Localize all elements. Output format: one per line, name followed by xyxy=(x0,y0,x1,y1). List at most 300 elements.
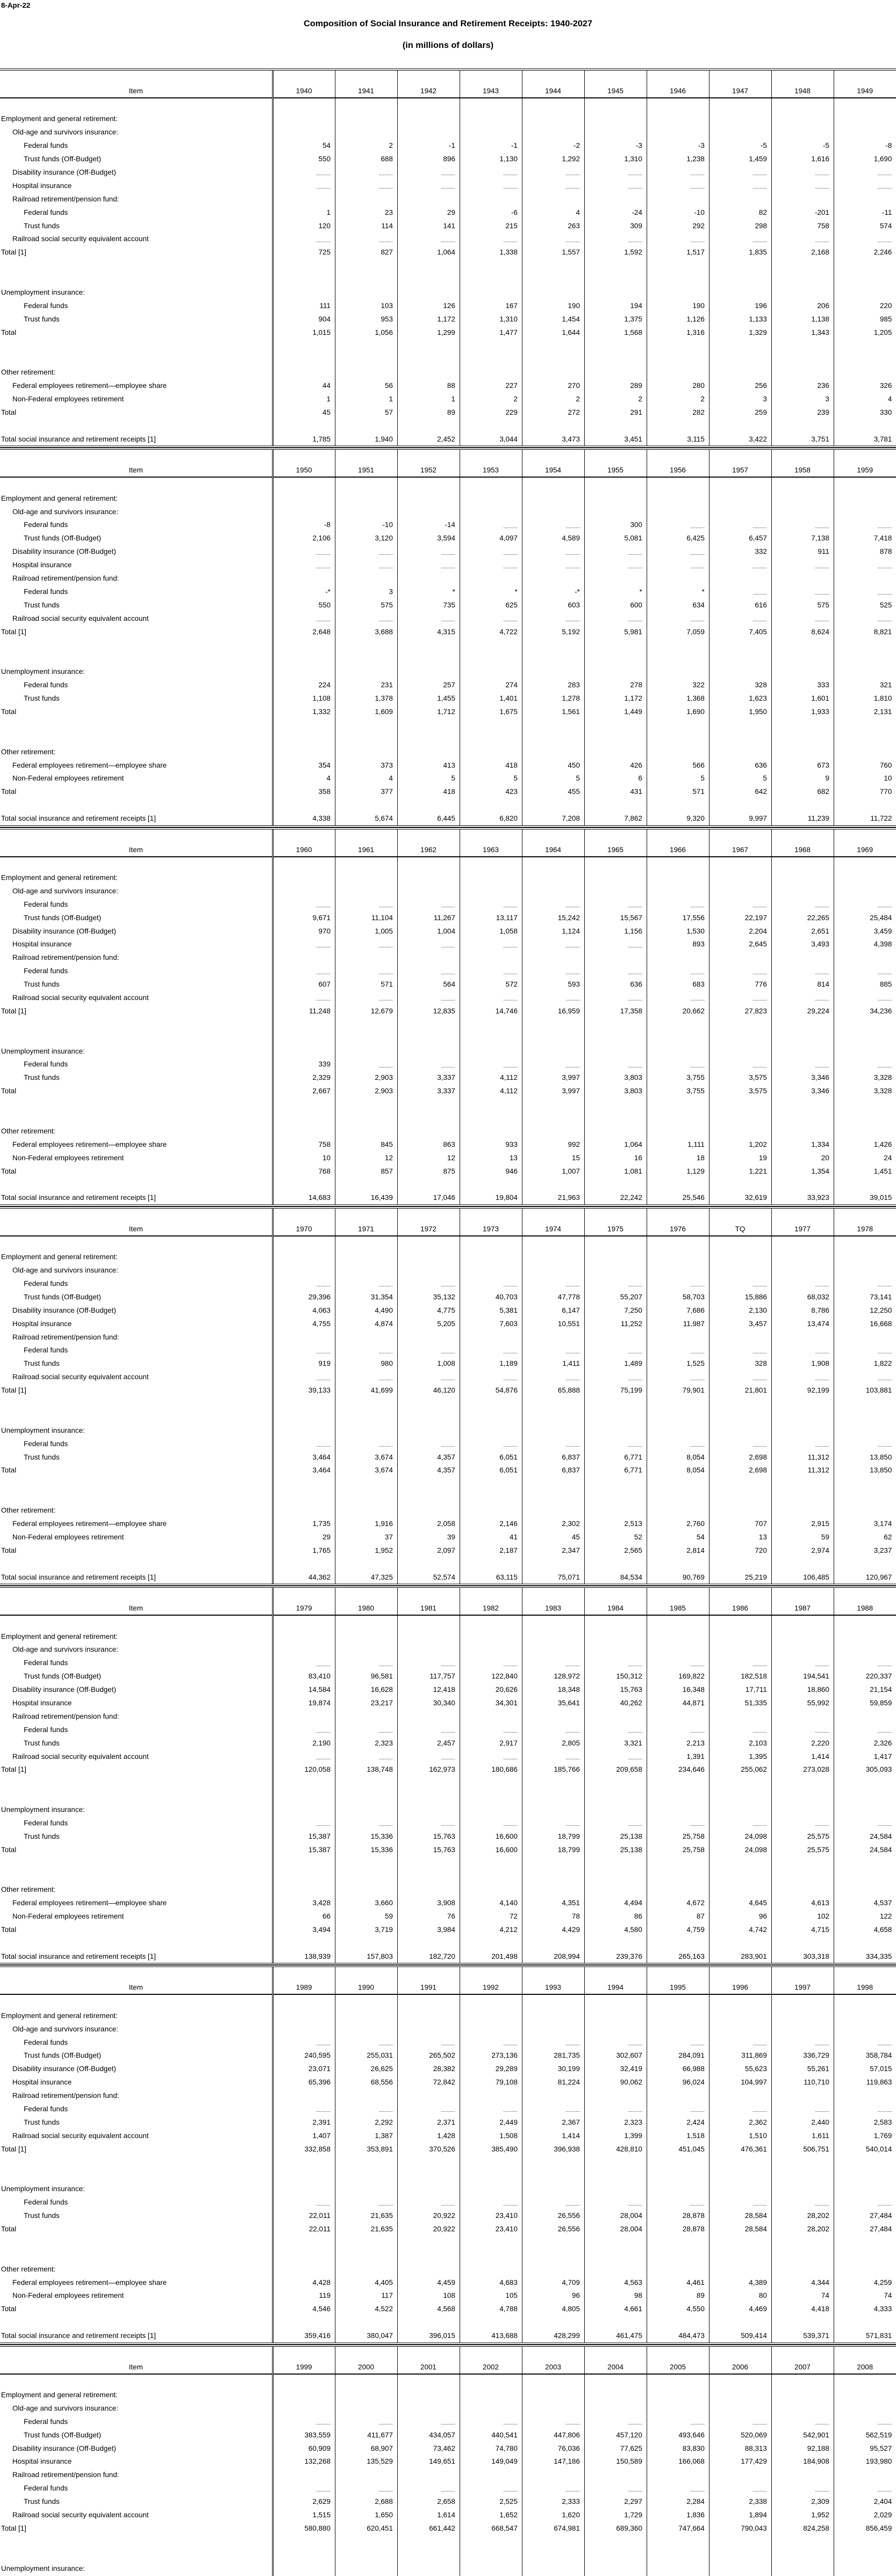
value-cell: .......... xyxy=(834,2415,896,2428)
empty-cell xyxy=(771,339,834,352)
spacer-cell xyxy=(709,857,771,871)
section-row xyxy=(0,572,896,585)
value-cell: 6,771 xyxy=(584,1464,647,1477)
value-cell: 2,424 xyxy=(647,2115,709,2129)
empty-cell xyxy=(397,1937,460,1950)
value-cell: 7,138 xyxy=(771,532,834,545)
value-cell: .......... xyxy=(584,2036,647,2049)
value-cell: 674,981 xyxy=(522,2522,584,2535)
value-cell: 5 xyxy=(460,772,522,785)
value-cell: 1,652 xyxy=(460,2509,522,2522)
value-cell: 4,418 xyxy=(771,2302,834,2316)
empty-cell xyxy=(273,2401,335,2415)
empty-cell xyxy=(771,1709,834,1723)
empty-cell xyxy=(335,1330,397,1344)
section-row xyxy=(0,366,896,379)
row-label xyxy=(0,259,273,273)
value-cell: 105 xyxy=(460,2289,522,2302)
value-cell: 735 xyxy=(397,598,460,612)
value-cell: 1,568 xyxy=(584,326,647,339)
value-cell: 1,064 xyxy=(584,1138,647,1151)
value-cell: .......... xyxy=(522,612,584,625)
empty-cell xyxy=(771,1031,834,1044)
value-cell: .......... xyxy=(771,1058,834,1071)
value-cell: 29 xyxy=(397,206,460,219)
value-cell: 2,329 xyxy=(273,1071,335,1084)
value-cell: 11,267 xyxy=(397,911,460,924)
value-cell: 3,719 xyxy=(335,1923,397,1937)
value-cell: 2,457 xyxy=(397,1736,460,1750)
empty-cell xyxy=(771,1504,834,1517)
value-cell: .......... xyxy=(834,518,896,532)
value-cell: 55,623 xyxy=(709,2062,771,2076)
value-cell: 122,840 xyxy=(460,1670,522,1683)
empty-cell xyxy=(460,1709,522,1723)
value-cell: .......... xyxy=(273,938,335,951)
empty-cell xyxy=(834,2022,896,2036)
empty-cell xyxy=(397,1031,460,1044)
section-row xyxy=(0,1423,896,1437)
empty-cell xyxy=(834,1709,896,1723)
empty-cell xyxy=(522,339,584,352)
value-cell: 1,411 xyxy=(522,1357,584,1370)
empty-cell xyxy=(460,2235,522,2249)
row-label: Employment and general retirement: xyxy=(0,1630,273,1643)
empty-cell xyxy=(460,2182,522,2196)
row-label: Old-age and survivors insurance: xyxy=(0,1264,273,1277)
value-cell: .......... xyxy=(273,897,335,911)
value-cell: .......... xyxy=(460,2103,522,2116)
value-cell: 103,881 xyxy=(834,1384,896,1397)
value-cell: 76 xyxy=(397,1910,460,1923)
value-cell: 359,416 xyxy=(273,2329,335,2344)
value-cell: .......... xyxy=(397,232,460,246)
empty-cell xyxy=(709,1410,771,1423)
value-cell: 28,004 xyxy=(584,2209,647,2223)
table-row xyxy=(0,1164,896,1178)
section-row xyxy=(0,871,896,885)
empty-cell xyxy=(335,1018,397,1031)
value-cell: 4,550 xyxy=(647,2302,709,2316)
value-cell: 298 xyxy=(709,219,771,232)
value-cell: 725 xyxy=(273,246,335,259)
value-cell: 2,168 xyxy=(771,246,834,259)
value-cell: 92,199 xyxy=(771,1384,834,1397)
value-cell: 824,258 xyxy=(771,2522,834,2535)
year-column-header: 1969 xyxy=(834,828,896,857)
value-cell: 580,880 xyxy=(273,2522,335,2535)
empty-cell xyxy=(460,259,522,273)
value-cell: 1,428 xyxy=(397,2129,460,2142)
value-cell: 22,265 xyxy=(771,911,834,924)
value-cell: .......... xyxy=(273,232,335,246)
year-column-header: 1950 xyxy=(273,449,335,477)
table-row xyxy=(0,1683,896,1697)
spacer-row xyxy=(0,2374,896,2388)
value-cell: 40,262 xyxy=(584,1697,647,1710)
value-cell: .......... xyxy=(335,1437,397,1450)
empty-cell xyxy=(397,884,460,897)
value-cell: 3,688 xyxy=(335,625,397,638)
value-cell: 3,984 xyxy=(397,1923,460,1937)
empty-cell xyxy=(397,732,460,745)
empty-cell xyxy=(522,505,584,518)
value-cell: .......... xyxy=(522,232,584,246)
value-cell: 3,997 xyxy=(522,1084,584,1098)
empty-cell xyxy=(397,1124,460,1138)
value-cell: 46,120 xyxy=(397,1384,460,1397)
table-row xyxy=(0,2495,896,2509)
spacer-row xyxy=(0,477,896,492)
value-cell: 77,625 xyxy=(584,2442,647,2455)
empty-cell xyxy=(647,286,709,299)
table-row xyxy=(0,1191,896,1206)
row-label: Federal employees retirement—employee share xyxy=(0,1138,273,1151)
section-row xyxy=(0,1883,896,1896)
value-cell: 182,720 xyxy=(397,1950,460,1964)
value-cell: .......... xyxy=(335,1344,397,1357)
row-label: Total xyxy=(0,1544,273,1557)
spacer-cell xyxy=(0,857,273,871)
value-cell: .......... xyxy=(709,558,771,572)
value-cell: 272 xyxy=(522,406,584,419)
value-cell: .......... xyxy=(709,1656,771,1670)
year-column-header: 1955 xyxy=(584,449,647,477)
value-cell: .......... xyxy=(584,1344,647,1357)
value-cell: 1,310 xyxy=(584,152,647,166)
empty-cell xyxy=(397,665,460,679)
empty-cell xyxy=(647,259,709,273)
empty-cell xyxy=(397,1630,460,1643)
empty-cell xyxy=(709,352,771,366)
empty-cell xyxy=(273,1937,335,1950)
value-cell: 120,058 xyxy=(273,1763,335,1776)
value-cell: 3,908 xyxy=(397,1896,460,1910)
empty-cell xyxy=(460,1111,522,1125)
value-cell: .......... xyxy=(647,964,709,978)
empty-cell xyxy=(335,112,397,126)
year-column-header: 1977 xyxy=(771,1208,834,1236)
value-cell: .......... xyxy=(709,991,771,1005)
empty-cell xyxy=(647,2156,709,2169)
row-label: Trust funds xyxy=(0,312,273,326)
table-row xyxy=(0,1517,896,1531)
empty-cell xyxy=(335,1557,397,1570)
value-cell: 423 xyxy=(460,785,522,799)
empty-cell xyxy=(584,352,647,366)
row-label: Hospital insurance xyxy=(0,1697,273,1710)
value-cell: .......... xyxy=(273,2482,335,2495)
row-label: Railroad retirement/pension fund: xyxy=(0,2468,273,2482)
table-row xyxy=(0,206,896,219)
empty-cell xyxy=(335,352,397,366)
gap-row xyxy=(0,2548,896,2562)
table-row xyxy=(0,432,896,447)
empty-cell xyxy=(522,2022,584,2036)
empty-cell xyxy=(397,1490,460,1504)
value-cell: 25,575 xyxy=(771,1843,834,1856)
value-cell: 953 xyxy=(335,312,397,326)
gap-row xyxy=(0,1098,896,1111)
empty-cell xyxy=(460,1031,522,1044)
spacer-cell xyxy=(397,2374,460,2388)
value-cell: .......... xyxy=(273,1370,335,1384)
value-cell: 29 xyxy=(273,1531,335,1544)
row-label: Total [1] xyxy=(0,2142,273,2156)
empty-cell xyxy=(647,126,709,139)
empty-cell xyxy=(273,1803,335,1817)
empty-cell xyxy=(397,2316,460,2329)
empty-cell xyxy=(584,1111,647,1125)
row-label xyxy=(0,1111,273,1125)
row-label xyxy=(0,1870,273,1883)
value-cell: 4 xyxy=(834,393,896,406)
empty-cell xyxy=(397,2022,460,2036)
value-cell: .......... xyxy=(584,1723,647,1736)
empty-cell xyxy=(335,1790,397,1803)
empty-cell xyxy=(273,366,335,379)
value-cell: 4,537 xyxy=(834,1896,896,1910)
value-cell: 194,541 xyxy=(771,1670,834,1683)
spacer-cell xyxy=(522,1994,584,2009)
value-cell: .......... xyxy=(273,1817,335,1830)
value-cell: 6,425 xyxy=(647,532,709,545)
empty-cell xyxy=(709,665,771,679)
empty-cell xyxy=(771,572,834,585)
row-label xyxy=(0,2249,273,2262)
value-cell: 32,619 xyxy=(709,1191,771,1206)
value-cell: 1,735 xyxy=(273,1517,335,1531)
empty-cell xyxy=(709,799,771,812)
value-cell: .......... xyxy=(522,897,584,911)
value-cell: .......... xyxy=(834,2482,896,2495)
value-cell: 636 xyxy=(709,758,771,772)
empty-cell xyxy=(771,2009,834,2022)
value-cell: .......... xyxy=(335,1656,397,1670)
year-column-header: 1954 xyxy=(522,449,584,477)
spacer-cell xyxy=(584,2374,647,2388)
gap-row xyxy=(0,2156,896,2169)
value-cell: .......... xyxy=(335,1750,397,1763)
value-cell: 51,335 xyxy=(709,1697,771,1710)
empty-cell xyxy=(771,2169,834,2182)
row-label: Non-Federal employees retirement xyxy=(0,1910,273,1923)
empty-cell xyxy=(584,1856,647,1870)
table-row xyxy=(0,1544,896,1557)
value-cell: -5 xyxy=(771,139,834,152)
empty-cell xyxy=(273,1250,335,1264)
value-cell: .......... xyxy=(584,1277,647,1291)
value-cell: 3,451 xyxy=(584,432,647,447)
spacer-cell xyxy=(771,2374,834,2388)
table-row xyxy=(0,406,896,419)
spacer-cell xyxy=(522,98,584,112)
empty-cell xyxy=(397,286,460,299)
value-cell: 126 xyxy=(397,299,460,312)
row-label: Trust funds xyxy=(0,1450,273,1464)
table-row xyxy=(0,1317,896,1330)
value-cell: 1,334 xyxy=(771,1138,834,1151)
empty-cell xyxy=(397,2401,460,2415)
year-column-header: 1974 xyxy=(522,1208,584,1236)
value-cell: 45 xyxy=(522,1531,584,1544)
value-cell: 2,097 xyxy=(397,1544,460,1557)
empty-cell xyxy=(522,192,584,206)
value-cell: .......... xyxy=(397,1656,460,1670)
empty-cell xyxy=(273,871,335,885)
value-cell: 169,822 xyxy=(647,1670,709,1683)
empty-cell xyxy=(460,951,522,964)
table-block xyxy=(0,448,896,827)
value-cell: -3 xyxy=(584,139,647,152)
row-label: Trust funds xyxy=(0,2495,273,2509)
section-row xyxy=(0,2562,896,2575)
section-row xyxy=(0,951,896,964)
value-cell: 1,940 xyxy=(335,432,397,447)
table-row xyxy=(0,2455,896,2468)
row-label: Employment and general retirement: xyxy=(0,1250,273,1264)
value-cell: .......... xyxy=(647,2415,709,2428)
empty-cell xyxy=(397,2249,460,2262)
row-label xyxy=(0,352,273,366)
empty-cell xyxy=(460,2009,522,2022)
empty-cell xyxy=(834,1790,896,1803)
empty-cell xyxy=(335,871,397,885)
year-column-header: 1944 xyxy=(522,70,584,98)
empty-cell xyxy=(522,638,584,652)
value-cell: 89 xyxy=(397,406,460,419)
value-cell: .......... xyxy=(522,1370,584,1384)
empty-cell xyxy=(834,192,896,206)
spacer-cell xyxy=(584,1236,647,1250)
value-cell: 2,658 xyxy=(397,2495,460,2509)
value-cell: 539,371 xyxy=(771,2329,834,2344)
value-cell: 239 xyxy=(771,406,834,419)
page-title: Composition of Social Insurance and Retirement Receipts: 1940-2027 xyxy=(303,19,593,28)
row-label xyxy=(0,2535,273,2548)
empty-cell xyxy=(522,1397,584,1411)
empty-cell xyxy=(522,1178,584,1191)
row-label xyxy=(0,273,273,286)
value-cell: 52,574 xyxy=(397,1570,460,1585)
value-cell: 273,136 xyxy=(460,2049,522,2062)
value-cell: .......... xyxy=(335,2196,397,2209)
empty-cell xyxy=(460,1803,522,1817)
value-cell: .......... xyxy=(273,2103,335,2116)
value-cell: 20,626 xyxy=(460,1683,522,1697)
empty-cell xyxy=(522,2235,584,2249)
spacer-cell xyxy=(335,1615,397,1630)
value-cell: -6 xyxy=(460,206,522,219)
empty-cell xyxy=(397,1044,460,1058)
empty-cell xyxy=(647,1124,709,1138)
value-cell: 1,130 xyxy=(460,152,522,166)
value-cell: .......... xyxy=(522,518,584,532)
empty-cell xyxy=(397,505,460,518)
value-cell: 30,199 xyxy=(522,2062,584,2076)
value-cell: 41 xyxy=(460,1531,522,1544)
empty-cell xyxy=(522,352,584,366)
empty-cell xyxy=(460,1264,522,1277)
row-label xyxy=(0,2156,273,2169)
value-cell: .......... xyxy=(273,558,335,572)
value-cell: 291 xyxy=(584,406,647,419)
value-cell: 4,568 xyxy=(397,2302,460,2316)
value-cell: 263 xyxy=(522,219,584,232)
value-cell: 2,204 xyxy=(709,924,771,938)
empty-cell xyxy=(834,2182,896,2196)
value-cell: 1,690 xyxy=(647,705,709,719)
row-label: Federal funds xyxy=(0,585,273,599)
value-cell: 3,473 xyxy=(522,432,584,447)
value-cell: 28,004 xyxy=(584,2223,647,2236)
gap-row xyxy=(0,2535,896,2548)
empty-cell xyxy=(397,192,460,206)
value-cell: .......... xyxy=(460,1437,522,1450)
empty-cell xyxy=(834,745,896,758)
gap-row xyxy=(0,1790,896,1803)
empty-cell xyxy=(709,1397,771,1411)
table-row xyxy=(0,139,896,152)
empty-cell xyxy=(522,2388,584,2402)
value-cell: .......... xyxy=(584,1750,647,1763)
value-cell: .......... xyxy=(709,964,771,978)
empty-cell xyxy=(834,652,896,665)
empty-cell xyxy=(335,1264,397,1277)
value-cell: 16,959 xyxy=(522,1004,584,1018)
year-column-header: 1994 xyxy=(584,1966,647,1994)
empty-cell xyxy=(584,1643,647,1656)
value-cell: .......... xyxy=(522,1277,584,1291)
value-cell: 149,651 xyxy=(397,2455,460,2468)
empty-cell xyxy=(834,1423,896,1437)
value-cell: .......... xyxy=(647,1058,709,1071)
table-row xyxy=(0,2142,896,2156)
value-cell: 5,674 xyxy=(335,812,397,826)
value-cell: 520,069 xyxy=(709,2428,771,2442)
value-cell: 15,763 xyxy=(397,1829,460,1843)
value-cell: 2,974 xyxy=(771,1544,834,1557)
empty-cell xyxy=(397,126,460,139)
row-label: Railroad retirement/pension fund: xyxy=(0,572,273,585)
empty-cell xyxy=(273,2562,335,2575)
year-column-header: 1966 xyxy=(647,828,709,857)
empty-cell xyxy=(709,1098,771,1111)
empty-cell xyxy=(709,419,771,432)
value-cell: 303,318 xyxy=(771,1950,834,1964)
year-column-header: 1998 xyxy=(834,1966,896,1994)
value-cell: 1,455 xyxy=(397,692,460,705)
row-label: Old-age and survivors insurance: xyxy=(0,2022,273,2036)
value-cell: 2,103 xyxy=(709,1736,771,1750)
value-cell: 2,323 xyxy=(335,1736,397,1750)
gap-row xyxy=(0,1031,896,1044)
value-cell: 2,347 xyxy=(522,1544,584,1557)
empty-cell xyxy=(397,273,460,286)
value-cell: .......... xyxy=(709,1437,771,1450)
value-cell: 57 xyxy=(335,406,397,419)
value-cell: 11,248 xyxy=(273,1004,335,1018)
empty-cell xyxy=(834,1557,896,1570)
value-cell: 2,323 xyxy=(584,2115,647,2129)
empty-cell xyxy=(522,1410,584,1423)
value-cell: 58,703 xyxy=(647,1290,709,1303)
value-cell: 776 xyxy=(709,978,771,991)
empty-cell xyxy=(584,1124,647,1138)
table-row xyxy=(0,598,896,612)
row-label: Other retirement: xyxy=(0,366,273,379)
empty-cell xyxy=(522,2249,584,2262)
